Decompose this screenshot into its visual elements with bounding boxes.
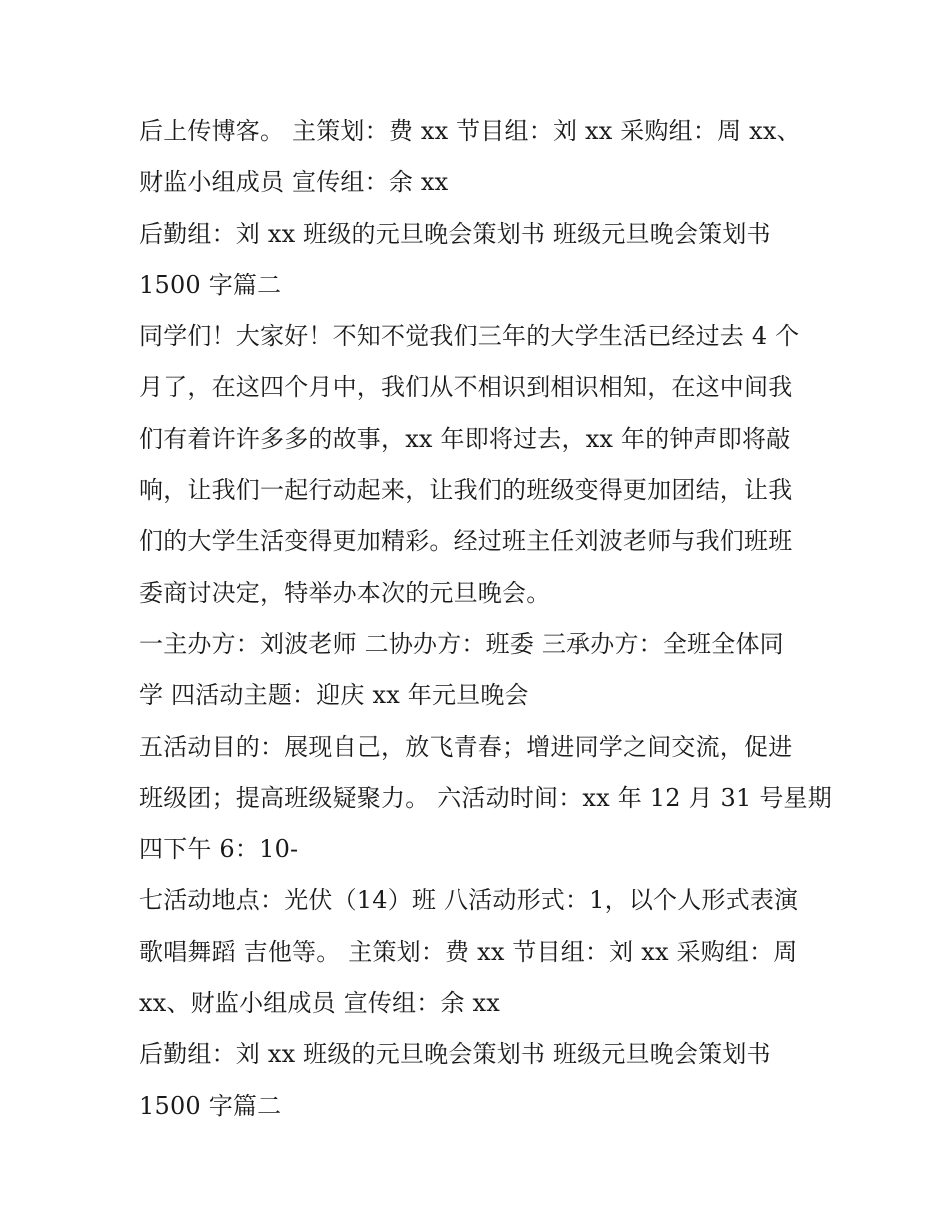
text-line: 后勤组：刘 xx 班级的元旦晚会策划书 班级元旦晚会策划书 — [139, 219, 771, 248]
text-line: 们有着许许多多的故事，xx 年即将过去，xx 年的钟声即将敲 — [139, 424, 791, 453]
text-line: 七活动地点：光伏（14）班 八活动形式：1，以个人形式表演 — [139, 886, 799, 915]
text-line: 月了，在这四个月中，我们从不相识到相识相知，在这中间我 — [139, 373, 793, 402]
text-line: 财监小组成员 宣传组：余 xx — [139, 168, 449, 197]
document-body — [139, 106, 832, 1132]
text-line: 四下午 6：10- — [139, 835, 299, 864]
text-line: 一主办方：刘波老师 二协办方：班委 三承办方：全班全体同 — [139, 629, 784, 658]
text-line: 委商讨决定，特举办本次的元旦晚会。 — [139, 578, 551, 607]
text-line: xx、财监小组成员 宣传组：余 xx — [139, 989, 500, 1018]
text-line: 们的大学生活变得更加精彩。经过班主任刘波老师与我们班班 — [139, 527, 793, 556]
text-line: 后上传博客。 主策划：费 xx 节目组：刘 xx 采购组：周 xx、 — [139, 117, 801, 145]
text-line: 响，让我们一起行动起来，让我们的班级变得更加团结，让我 — [139, 476, 793, 505]
text-line: 后勤组：刘 xx 班级的元旦晚会策划书 班级元旦晚会策划书 — [139, 1040, 771, 1069]
text-line: 同学们！大家好！不知不觉我们三年的大学生活已经过去 4 个 — [139, 322, 800, 351]
text-line: 学 四活动主题：迎庆 xx 年元旦晚会 — [139, 681, 529, 710]
text-line: 班级团；提高班级疑聚力。 六活动时间：xx 年 12 月 31 号星期 — [139, 783, 832, 812]
text-line: 五活动目的：展现自己，放飞青春；增进同学之间交流，促进 — [139, 732, 793, 761]
text-line: 1500 字篇二 — [139, 1091, 282, 1120]
text-line: 1500 字篇二 — [139, 270, 282, 299]
text-line: 歌唱舞蹈 吉他等。 主策划：费 xx 节目组：刘 xx 采购组：周 — [139, 937, 798, 966]
